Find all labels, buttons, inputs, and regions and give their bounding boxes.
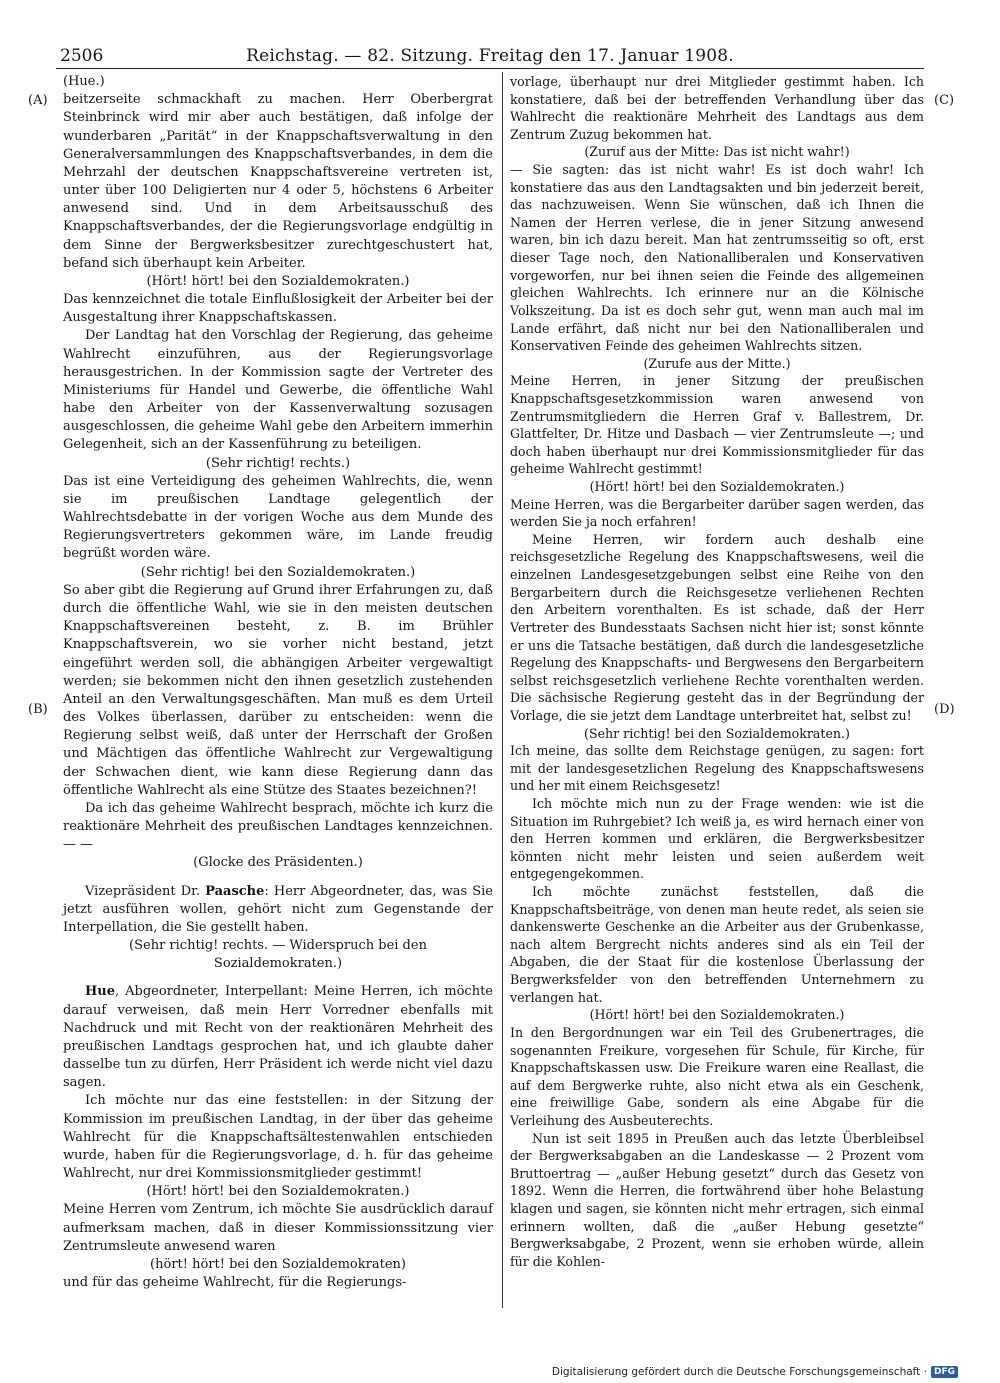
paragraph: Meine Herren, wir fordern auch deshalb eine reichsgesetzliche Regelung des Knappschaftswesens, weil die einzelnen Landesgesetzgebungen selbst eine Reihe von den Bergarbeitern durch die Reichsgesetze verliehenen Rechten den Arbeitern vorenthalten. Es ist schade, daß der Herr Vertreter des Bundesstaats Sachsen nicht hier ist; sonst könnte er uns die Tatsache bestätigen, daß durch die landesgesetzliche Regelung des Knappschafts- und Bergwesens den Bergarbeitern selbst reichsgesetzlich verliehene Rechte vorenthalten werden. Die sächsische Regierung gesteht das in der Begründung der Vorlage, die sie jetzt dem Landtage unterbreitet hat, selbst zu! (510, 531, 924, 723)
margin-mark-a: (A) (28, 93, 48, 108)
dfg-logo: DFG (931, 1366, 958, 1378)
footer-credit-text: Digitalisierung gefördert durch die Deutsche Forschungsgemeinschaft · (551, 1366, 927, 1378)
interjection: (Hört! hört! bei den Sozialdemokraten.) (589, 479, 845, 495)
interjection: (Hört! hört! bei den Sozialdemokraten.) (589, 1007, 845, 1023)
interjection: (Hört! hört! bei den Sozialdemokraten.) (146, 273, 410, 289)
interjection: (Zurufe aus der Mitte.) (643, 355, 791, 371)
speaker-tag: (Hue.) (63, 74, 105, 89)
margin-mark-d: (D) (934, 702, 955, 717)
paragraph: — Sie sagten: das ist nicht wahr! Es ist doch wahr! Ich konstatiere das aus den Landtagsakten und bin jederzeit bereit, das nachzuweisen. Wenn Sie wünschen, daß ich Ihnen die Namen der Herren verlese, die in jener Sitzung anwesend waren, bin ich dazu bereit. Man hat zentrumsseitig so oft, erst dieser Tage noch, den Nationalliberalen und Konservativen vorgeworfen, nur bei ihnen seien die Feinde des allgemeinen gleichen Wahlrechts. Ich erinnere nur an die Kölnische Volkszeitung. Da ist es doch sehr gut, wenn man auch mal im Lande erfährt, daß nicht nur bei den Nationalliberalen und Konservativen Feinde des geheimen Wahlrechts sitzen. (510, 162, 924, 354)
paragraph: Meine Herren, was die Bergarbeiter darüber sagen werden, das werden Sie ja noch erfahren! (510, 496, 924, 530)
column-divider (502, 72, 503, 1308)
interjection: (Sehr richtig! bei den Sozialdemokraten.) (584, 725, 850, 741)
interjection: (Hört! hört! bei den Sozialdemokraten.) (146, 1184, 410, 1200)
right-column (510, 73, 924, 1270)
running-head: Reichstag. — 82. Sitzung. Freitag den 17. Januar 1908. (246, 46, 734, 66)
paragraph: In den Bergordnungen war ein Teil des Grubenertrages, die sogenannten Freikure, vorgesehen für Schule, für Kirche, für Knappschaftskassen usw. Die Freikure waren eine Reallast, die auf dem Bergwerke ruhte, also nicht etwa als ein Geschenk, eine freiwillige Gabe, sondern als eine Abgabe für die Verleihung des Ausbeuterechts. (510, 1024, 924, 1128)
paragraph: Da ich das geheime Wahlrecht besprach, möchte ich kurz die reaktionäre Mehrheit des preußischen Landtages kennzeichnen. — — (63, 800, 493, 853)
speaker-paragraph: Hue, Abgeordneter, Interpellant: Meine Herren, ich möchte darauf verweisen, daß mein Herr Vorredner ebenfalls mit Nachdruck und mit Recht von der reaktionären Mehrheit des preußischen Landtags gesprochen hat, und ich glaubte daher dasselbe tun zu dürfen, Herr Präsident ich werde nicht viel dazu sagen. (63, 984, 493, 1091)
page-header (56, 44, 924, 68)
paragraph: Ich möchte mich nun zu der Frage wenden: wie ist die Situation im Ruhrgebiet? Ich weiß ja, es wird hernach einer von den Herren kommen und erklären, die Bergwerksbesitzer könnten nicht mehr leisten und seien außerdem weit entgegengekommen. (510, 795, 924, 882)
paragraph: Der Landtag hat den Vorschlag der Regierung, das geheime Wahlrecht einzuführen, aus der Regierungsvorlage herausgestrichen. In der Kommission sagte der Vertreter des Ministeriums für Handel und Gewerbe, die öffentliche Wahl habe den Arbeiter von der Kassenverwaltung sozusagen ausgeschlossen, die geheime Wahl gebe den Arbeitern immerhin Gelegenheit, sich an der Kassenführung zu beteiligen. (63, 328, 493, 453)
header-rule (56, 68, 924, 69)
paragraph: Ich möchte nur das eine feststellen: in der Sitzung der Kommission im preußischen Landtag, in der über das geheime Wahlrecht für die Knappschaftsältestenwahlen entschieden wurde, haben für die Regierungsvorlage, d. h. für das geheime Wahlrecht, nur drei Kommissionsmitglieder gestimmt! (63, 1093, 493, 1182)
paragraph: vorlage, überhaupt nur drei Mitglieder gestimmt haben. Ich konstatiere, daß bei der betreffenden Verhandlung über das Wahlrecht die reaktionäre Mehrheit des Landtags aus dem Zentrum Zuzug bekommen hat. (510, 74, 924, 142)
paragraph: Ich möchte zunächst feststellen, daß die Knappschaftsbeiträge, von denen man heute redet, als seien sie dankenswerte Geschenke an die Arbeiter aus der Grubenkasse, nach altem Bergrecht nichts anderes sind als ein Teil der Abgaben, die der Staat für die kostenlose Überlassung der Bergwerksfelder von den betreffenden Unternehmern zu verlangen hat. (510, 884, 924, 1005)
paragraph: So aber gibt die Regierung auf Grund ihrer Erfahrungen zu, daß durch die öffentliche Wahl, wie sie in den meisten deutschen Knappschaftsvereinen besteht, z. B. im Brühler Knappschaftsverein, wo sie vorher nicht bestand, jetzt eingeführt werden soll, die abhängigen Arbeiter vergewaltigt werden; sie bekommen nicht den ihnen gesetzlich zustehenden Anteil an den Verwaltungsgeschäften. Man muß es dem Urteil des Volkes überlassen, darüber zu entscheiden: wenn die Regierung selbst weiß, daß unter der Herrschaft der Großen und Mächtigen das öffentliche Wahlrecht zur Vergewaltigung der Schwachen dient, wie kann diese Regierung dann das öffentliche Wahlrecht als eine Stütze des Staates bezeichnen?! (63, 582, 493, 798)
left-column (63, 73, 493, 1292)
paragraph: beitzerseite schmackhaft zu machen. Herr Oberbergrat Steinbrinck wird mir aber auch bestätigen, daß infolge der wunderbaren „Parität“ in der Knappschaftsverwaltung in den Generalversammlungen des Knappschaftsverbandes, in dem die Mehrzahl der deutschen Knappschaftsvereine vertreten ist, unter über 100 Deligierten nur 4 oder 5, höchstens 6 Arbeiter anwesend sind. Und in dem Arbeitsausschuß des Knappschaftsverbandes, der die Regierungsvorlage endgültig in dem Sinne der Bergwerksbesitzer zurechtgeschustert hat, befand sich überhaupt kein Arbeiter. (63, 92, 493, 271)
paragraph: Meine Herren vom Zentrum, ich möchte Sie ausdrücklich darauf aufmerksam machen, daß in dieser Kommissionssitzung vier Zentrumsleute anwesend waren (63, 1202, 493, 1254)
interjection: (Sehr richtig! bei den Sozialdemokraten.) (140, 564, 416, 580)
interjection: (Sehr richtig! rechts.) (205, 455, 351, 471)
interjection: (Glocke des Präsidenten.) (193, 855, 363, 871)
interjection: (Sehr richtig! rechts. — Widerspruch bei den Sozialdemokraten.) (129, 938, 427, 972)
footer-credit (552, 1365, 958, 1379)
paragraph: Meine Herren, in jener Sitzung der preußischen Knappschaftsgesetzkommission waren anwesend von Zentrumsmitgliedern die Herren Graf v. Ballestrem, Dr. Glattfelter, Dr. Hitze und Dasbach — vier Zentrumsleute —; und doch haben überhaupt nur drei Kommissionsmitglieder für das geheime Wahlrecht gestimmt! (510, 373, 924, 477)
margin-mark-c: (C) (934, 93, 955, 108)
paragraph: Das kennzeichnet die totale Einflußlosigkeit der Arbeiter bei der Ausgestaltung ihrer Knappschaftskassen. (63, 292, 493, 326)
paragraph: und für das geheime Wahlrecht, für die Regierungs- (63, 1275, 407, 1291)
interjection: (Zuruf aus der Mitte: Das ist nicht wahr!) (584, 144, 850, 160)
margin-mark-b: (B) (28, 702, 48, 717)
paragraph: Nun ist seit 1895 in Preußen auch das letzte Überbleibsel der Bergwerksabgaben an die Landeskasse — 2 Prozent vom Bruttoertrag — „außer Hebung gesetzt“ durch das Gesetz von 1892. Wenn die Herren, die fortwährend über hohe Belastung klagen und sagen, sie könnten nicht mehr ertragen, sich einmal erinnern wollten, daß die „außer Hebung gesetzte“ Bergwerksabgabe, 2 Prozent, wenn sie erhoben würde, allein für die Kohlen- (510, 1130, 924, 1269)
speaker-paragraph: Vizepräsident Dr. Paasche: Herr Abgeordneter, das, was Sie jetzt ausführen wollen, gehört nicht zum Gegenstande der Interpellation, die Sie gestellt haben. (63, 883, 493, 935)
page-number: 2506 (60, 46, 104, 66)
interjection: (hört! hört! bei den Sozialdemokraten) (150, 1257, 406, 1272)
paragraph: Ich meine, das sollte dem Reichstage genügen, zu sagen: fort mit der landesgesetzlichen Regelung des Knappschaftswesens und her mit einem Reichsgesetz! (510, 743, 924, 794)
paragraph: Das ist eine Verteidigung des geheimen Wahlrechts, die, wenn sie im preußischen Landtage gelegentlich der Wahlrechtsdebatte in der vorigen Woche aus dem Munde des Regierungsvertreters gekommen wäre, im Lande freudig begrüßt worden wäre. (63, 473, 493, 562)
